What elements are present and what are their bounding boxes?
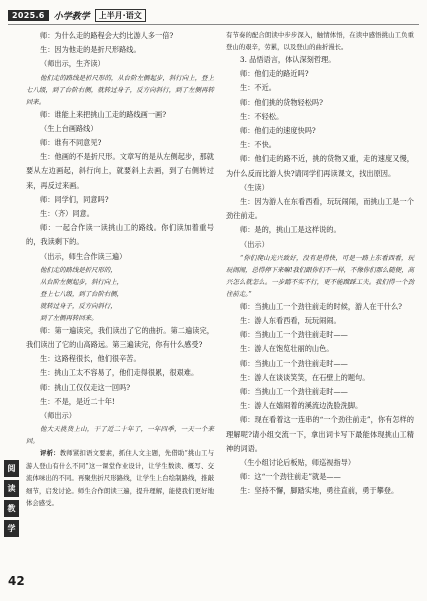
right-paragraph: 3. 品悟语言，体认深刻哲理。: [240, 55, 336, 64]
right-paragraph: 有节奏的配合朗读中步步深入，触情体悟，在读中感悟挑山工负重登山的艰辛，劳累，以及登山的曲折漫长。: [226, 31, 414, 51]
right-paragraph: 师：他们走的路近吗?: [240, 69, 309, 79]
left-paragraph: 师：第一遍读完，我们读出了它的曲折。第二遍读完，我们读出了它的山高路远。第三遍读完，你有什么感受?: [26, 325, 214, 350]
right-paragraph: 师：当挑山工一个劲往前走时——: [240, 330, 348, 340]
left-paragraph: 师：谁能上来把挑山工走的路线画一画?: [40, 109, 167, 119]
left-paragraph: 登上七八级，到了台阶右侧，: [40, 289, 124, 298]
right-paragraph: 生：不近。: [240, 83, 276, 93]
left-paragraph: 他们走的路线是折尺形的，从台阶左侧起步，斜行向上，登上七八级，到了台阶右侧，就转过身子，反方向斜行，到了左侧再转回来。: [26, 73, 214, 106]
right-paragraph: 生：游人在嬉闹着的溪流边洗脸洗脚。: [240, 401, 363, 411]
left-paragraph: （出示，师生合作读三遍）: [40, 251, 127, 261]
side-tab: 读: [4, 480, 19, 497]
right-paragraph: 生：游人在谈谈笑笑，在石壁上的题句。: [240, 372, 370, 382]
right-paragraph: 师：当挑山工一个劲往前走时——: [240, 358, 348, 368]
right-paragraph: 生：坚持不懈，脚踏实地，勇往直前，勇于攀登。: [240, 486, 399, 496]
side-tab: 学: [4, 520, 19, 537]
left-paragraph: 师：挑山工仅仅走这一回吗?: [40, 382, 131, 392]
right-paragraph: 师：他们走的路不近，挑的货物又重，走的速度又慢，为什么反而比游人快?请同学们再读课文，找出原因。: [226, 154, 414, 178]
left-paragraph: 就转过身子，反方向斜行，: [40, 301, 117, 310]
right-paragraph: 生：因为游人在东看西看，玩玩闹闹，而挑山工是一个劲往前走。: [226, 197, 414, 221]
right-paragraph: 师：他们挑的货物轻松吗?: [240, 97, 323, 107]
page-number: 42: [8, 574, 25, 588]
side-tabs: [4, 460, 19, 537]
right-column: [226, 29, 414, 499]
right-paragraph: （生小组讨论后板贴，师巡视指导）: [240, 458, 356, 468]
left-paragraph: 师：同学们，同意吗?: [40, 194, 109, 204]
right-paragraph: 师：这“一个劲往前走”就是——: [240, 472, 341, 482]
evaluation-text: 教师紧扣语文要素，抓住人文主题，先借助“挑山工与游人登山有什么不同”这一课堂作业设计，让学生数读、概写、交流体味出的不同。再聚焦折尺形路线，让学生上台绘制路线，推敲细节，启发讨论。师生合作朗读三遍，提升理解，能使我们更好地体会感受。: [26, 449, 214, 508]
right-paragraph: （生读）: [240, 182, 269, 192]
right-paragraph: 生：不快。: [240, 140, 276, 150]
right-paragraph: （出示）: [240, 239, 269, 249]
magazine-title: 小学教学: [53, 11, 90, 22]
left-paragraph: 师：一起合作读一读挑山工的路线。你们读加着重号的，我读剩下的。: [26, 223, 214, 247]
left-paragraph: 生：不是，是近二十年!: [40, 396, 115, 406]
left-paragraph: 生：他画的不是折尺形。文章写的是从左侧起步，那就要从左边画起，斜行向上，就要斜上去画，到了右侧转过来，再反过来画。: [26, 152, 214, 190]
left-column: [26, 29, 214, 510]
right-paragraph: 生：不轻松。: [240, 111, 284, 121]
side-tab: 阅: [4, 460, 19, 477]
evaluation-label: 评析：: [40, 449, 60, 458]
right-paragraph: 师：他们走的速度快吗?: [240, 126, 316, 136]
left-paragraph: 生：挑山工太不容易了，他们走得很累，很艰难。: [40, 368, 199, 378]
left-paragraph: （生上台画路线）: [40, 123, 98, 133]
left-paragraph: 生：（齐）同意。: [40, 209, 94, 219]
right-paragraph: 师：当挑山工一个劲往前走的时候，游人在干什么?: [240, 301, 402, 311]
left-paragraph: 到了左侧再转回来。: [40, 313, 98, 322]
left-paragraph: 生：因为他走的是折尺形路线。: [40, 45, 141, 55]
left-paragraph: （师出示）: [40, 411, 76, 421]
right-paragraph: 生：游人东看西看，玩玩闹闹。: [240, 316, 341, 326]
page-header: [8, 8, 146, 22]
right-paragraph: “你们爬山光兴致好，没有是得快，可是一路上东看西看，玩玩闹闹，总得停下来嘛!我们跟你们不一样，不像你们那么随便，高兴怎么就怎么。一步踏不实不行，更不能蹓踩工夫。我们得一个劲往前走。”: [226, 253, 414, 298]
left-paragraph: （师出示，生齐读）: [40, 59, 105, 69]
right-paragraph: 师：是的，挑山工是这样说的。: [240, 225, 341, 235]
left-paragraph: 师：为什么走的路程会大约比游人多一倍?: [40, 31, 174, 40]
left-paragraph: 他大天挑货上山，干了近二十年了，一年四季，一天一个来回。: [26, 425, 214, 446]
right-paragraph: 师：现在看着这一连串的“一个劲往前走”，你有怎样的理解呢?请小组交流一下，拿出词卡写下最能体现挑山工精神的词语。: [226, 415, 414, 453]
left-paragraph: 师：谁有不同意见?: [40, 138, 102, 148]
evaluation-paragraph: [26, 447, 214, 510]
header-rule: [8, 24, 419, 25]
left-paragraph: 他们走的路线是折尺形的，: [40, 265, 117, 274]
left-paragraph: 从台阶左侧起步，斜行向上，: [40, 277, 124, 286]
section-label: 上半月·语文: [95, 9, 146, 22]
issue-badge: 2025.6: [8, 10, 49, 21]
right-paragraph: 生：游人在饱览壮丽的山色。: [240, 344, 334, 354]
right-paragraph: 师：当挑山工一个劲往前走时——: [240, 387, 348, 397]
side-tab: 教: [4, 500, 19, 517]
left-paragraph: 生：这路程很长，他们很辛苦。: [40, 354, 141, 364]
